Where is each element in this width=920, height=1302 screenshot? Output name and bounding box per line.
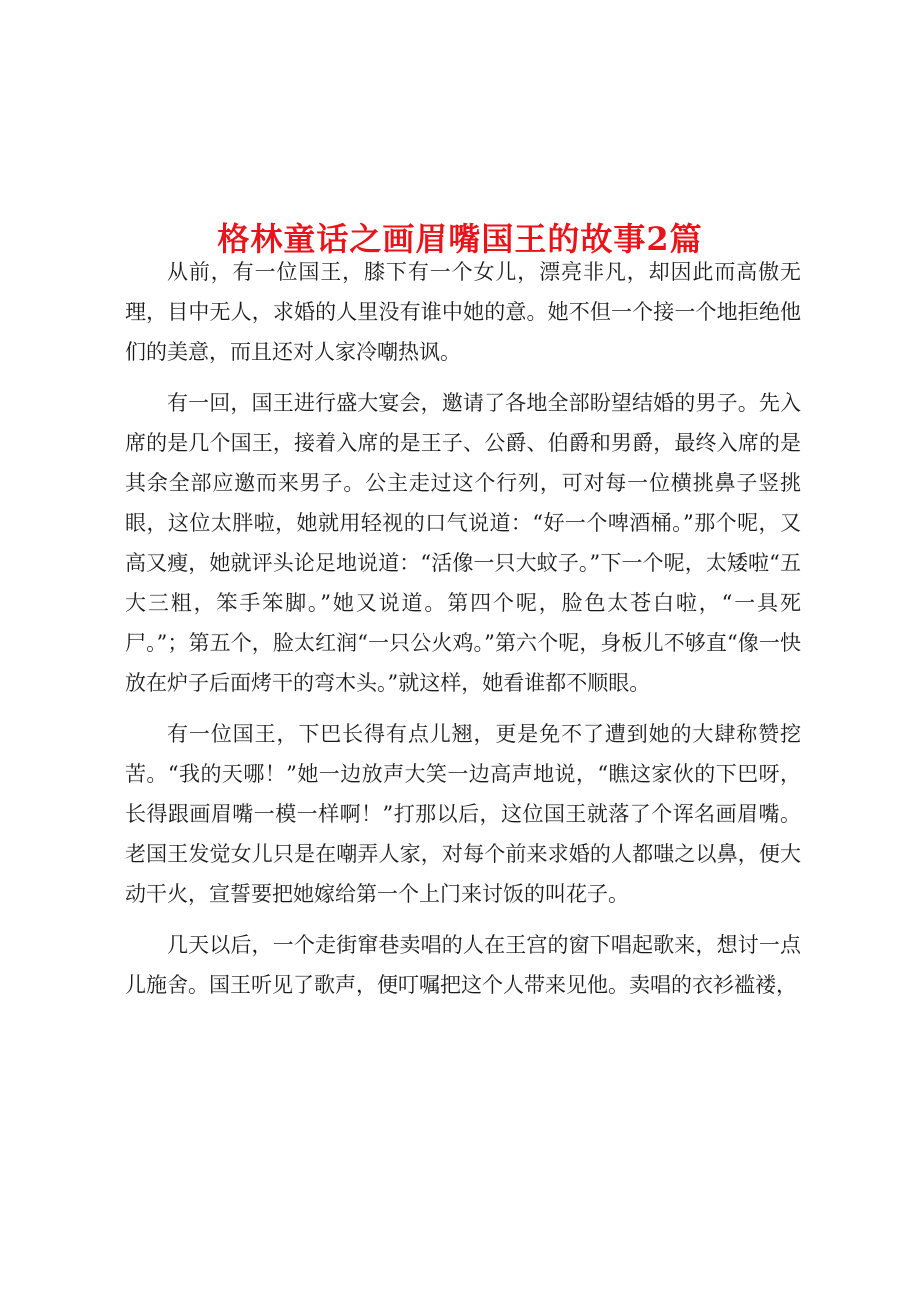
- document-body: [125, 252, 801, 1016]
- paragraph-4: 几天以后，一个走街窜巷卖唱的人在王宫的窗下唱起歌来，想讨一点儿施舍。国王听见了歌声，便叮嘱把这个人带来见他。卖唱的衣衫褴褛，: [125, 933, 801, 997]
- document-title: 格林童话之画眉嘴国王的故事2篇: [217, 220, 703, 259]
- paragraph-1: 从前，有一位国王，膝下有一个女儿，漂亮非凡，却因此而高傲无理，目中无人，求婚的人里没有谁中她的意。她不但一个接一个地拒绝他们的美意，而且还对人家冷嘲热讽。: [125, 260, 801, 364]
- paragraph-2: 有一回，国王进行盛大宴会，邀请了各地全部盼望结婚的男子。先入席的是几个国王，接着入席的是王子、公爵、伯爵和男爵，最终入席的是其余全部应邀而来男子。公主走过这个行列，可对每一位横挑鼻子竖挑眼，这位太胖啦，她就用轻视的口气说道：“好一个啤酒桶。”那个呢，又高又瘦，她就评头论足地说道：“活像一只大蚊子。”下一个呢，太矮啦“五大三粗，笨手笨脚。”她又说道。第四个呢，脸色太苍白啦，“一具死尸。”；第五个，脸太红润“一只公火鸡。”第六个呢，身板儿不够直“像一快放在炉子后面烤干的弯木头。”就这样，她看谁都不顺眼。: [125, 391, 801, 695]
- paragraph-3: 有一位国王，下巴长得有点儿翘，更是免不了遭到她的大肆称赞挖苦。“我的天哪！”她一边放声大笑一边高声地说，“瞧这家伙的下巴呀，长得跟画眉嘴一模一样啊！”打那以后，这位国王就落了个诨名画眉嘴。老国王发觉女儿只是在嘲弄人家，对每个前来求婚的人都嗤之以鼻，便大动干火，宣誓要把她嫁给第一个上门来讨饭的叫花子。: [125, 722, 801, 906]
